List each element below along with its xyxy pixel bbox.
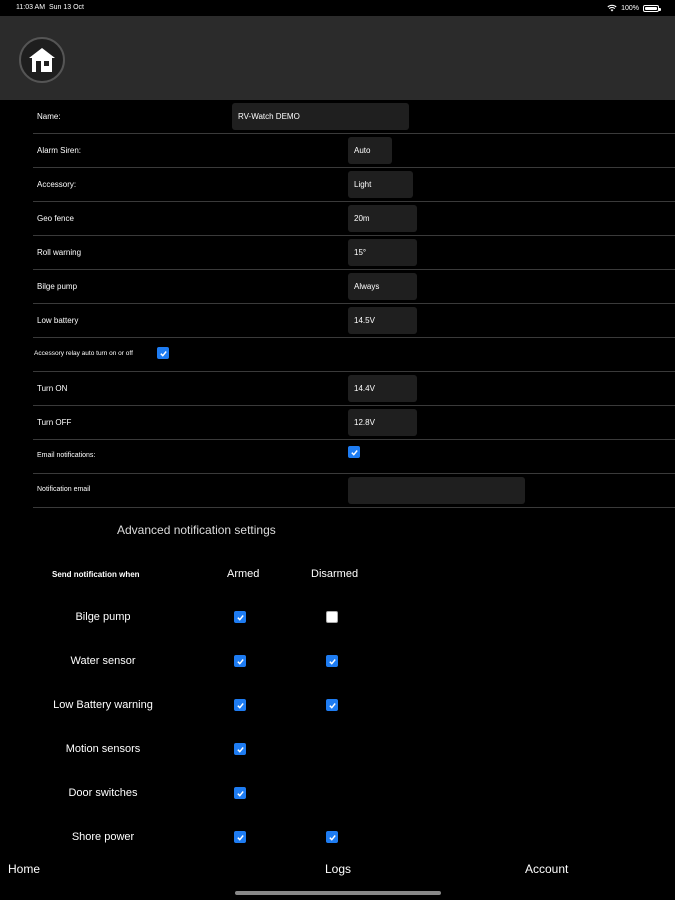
house-icon[interactable] (19, 37, 65, 83)
setting-row-relay-auto (33, 338, 675, 372)
turn-on-label: Turn ON (37, 384, 68, 393)
setting-row-notification-email (33, 474, 675, 508)
status-bar (0, 0, 675, 16)
setting-row-bilge-pump (33, 270, 675, 304)
check-icon (328, 701, 337, 710)
status-time: 11:03 AM Sun 13 Oct (16, 4, 84, 11)
turn-off-select[interactable]: 12.8V (348, 409, 417, 436)
armed-checkbox[interactable] (234, 611, 246, 623)
name-field[interactable]: RV-Watch DEMO (232, 103, 409, 130)
battery-icon (643, 5, 659, 12)
notification-row-label: Water sensor (70, 655, 136, 667)
setting-row-turn-on (33, 372, 675, 406)
check-icon (350, 448, 359, 457)
check-icon (328, 833, 337, 842)
bilge-pump-select[interactable]: Always (348, 273, 417, 300)
notification-row-label: Bilge pump (75, 611, 131, 623)
check-icon (236, 833, 245, 842)
setting-row-low-battery (33, 304, 675, 338)
notification-row-label: Door switches (68, 787, 138, 799)
setting-row-roll-warning (33, 236, 675, 270)
notification-row-label: Shore power (71, 831, 135, 843)
accessory-select[interactable]: Light (348, 171, 413, 198)
email-notifications-checkbox[interactable] (348, 446, 360, 458)
setting-row-alarm-siren (33, 134, 675, 168)
wifi-icon (607, 4, 617, 12)
check-icon (236, 701, 245, 710)
setting-row-geo-fence (33, 202, 675, 236)
notification-row-label: Motion sensors (65, 743, 141, 755)
disarmed-checkbox[interactable] (326, 655, 338, 667)
armed-checkbox[interactable] (234, 655, 246, 667)
turn-on-select[interactable]: 14.4V (348, 375, 417, 402)
notification-email-label: Notification email (37, 486, 91, 493)
check-icon (159, 349, 168, 358)
email-notifications-label: Email notifications: (37, 452, 96, 459)
notification-email-input[interactable] (348, 477, 525, 504)
accessory-label: Accessory: (37, 180, 77, 189)
settings-form (33, 100, 675, 508)
check-icon (236, 789, 245, 798)
disarmed-checkbox[interactable] (326, 699, 338, 711)
notification-row-label: Low Battery warning (53, 699, 153, 711)
send-notification-header: Send notification when (52, 570, 140, 579)
tab-home[interactable]: Home (8, 862, 41, 876)
setting-row-turn-off (33, 406, 675, 440)
armed-header: Armed (227, 568, 260, 580)
status-right (607, 4, 659, 12)
setting-row-accessory (33, 168, 675, 202)
tab-account[interactable]: Account (525, 862, 569, 876)
check-icon (328, 657, 337, 666)
tab-logs[interactable]: Logs (325, 862, 352, 876)
geo-fence-select[interactable]: 20m (348, 205, 417, 232)
armed-checkbox[interactable] (234, 743, 246, 755)
check-icon (236, 745, 245, 754)
armed-checkbox[interactable] (234, 787, 246, 799)
disarmed-header: Disarmed (311, 568, 359, 580)
setting-row-email-notifications (33, 440, 675, 474)
low-battery-label: Low battery (37, 316, 79, 325)
disarmed-checkbox[interactable] (326, 611, 338, 623)
setting-row-name (33, 100, 675, 134)
geo-fence-label: Geo fence (37, 214, 74, 223)
roll-warning-select[interactable]: 15° (348, 239, 417, 266)
home-indicator[interactable] (235, 891, 441, 895)
relay-auto-checkbox[interactable] (157, 347, 169, 359)
battery-percent: 100% (621, 4, 639, 12)
turn-off-label: Turn OFF (37, 418, 72, 427)
roll-warning-label: Roll warning (37, 248, 82, 257)
bilge-pump-label: Bilge pump (37, 282, 78, 291)
app-header (0, 16, 675, 100)
check-icon (236, 657, 245, 666)
armed-checkbox[interactable] (234, 699, 246, 711)
alarm-siren-label: Alarm Siren: (37, 146, 82, 155)
armed-checkbox[interactable] (234, 831, 246, 843)
alarm-siren-select[interactable]: Auto (348, 137, 392, 164)
advanced-settings-title: Advanced notification settings (117, 523, 276, 537)
low-battery-select[interactable]: 14.5V (348, 307, 417, 334)
name-label: Name: (37, 112, 61, 121)
disarmed-checkbox[interactable] (326, 831, 338, 843)
relay-auto-label: Accessory relay auto turn on or off (34, 350, 133, 357)
check-icon (236, 613, 245, 622)
